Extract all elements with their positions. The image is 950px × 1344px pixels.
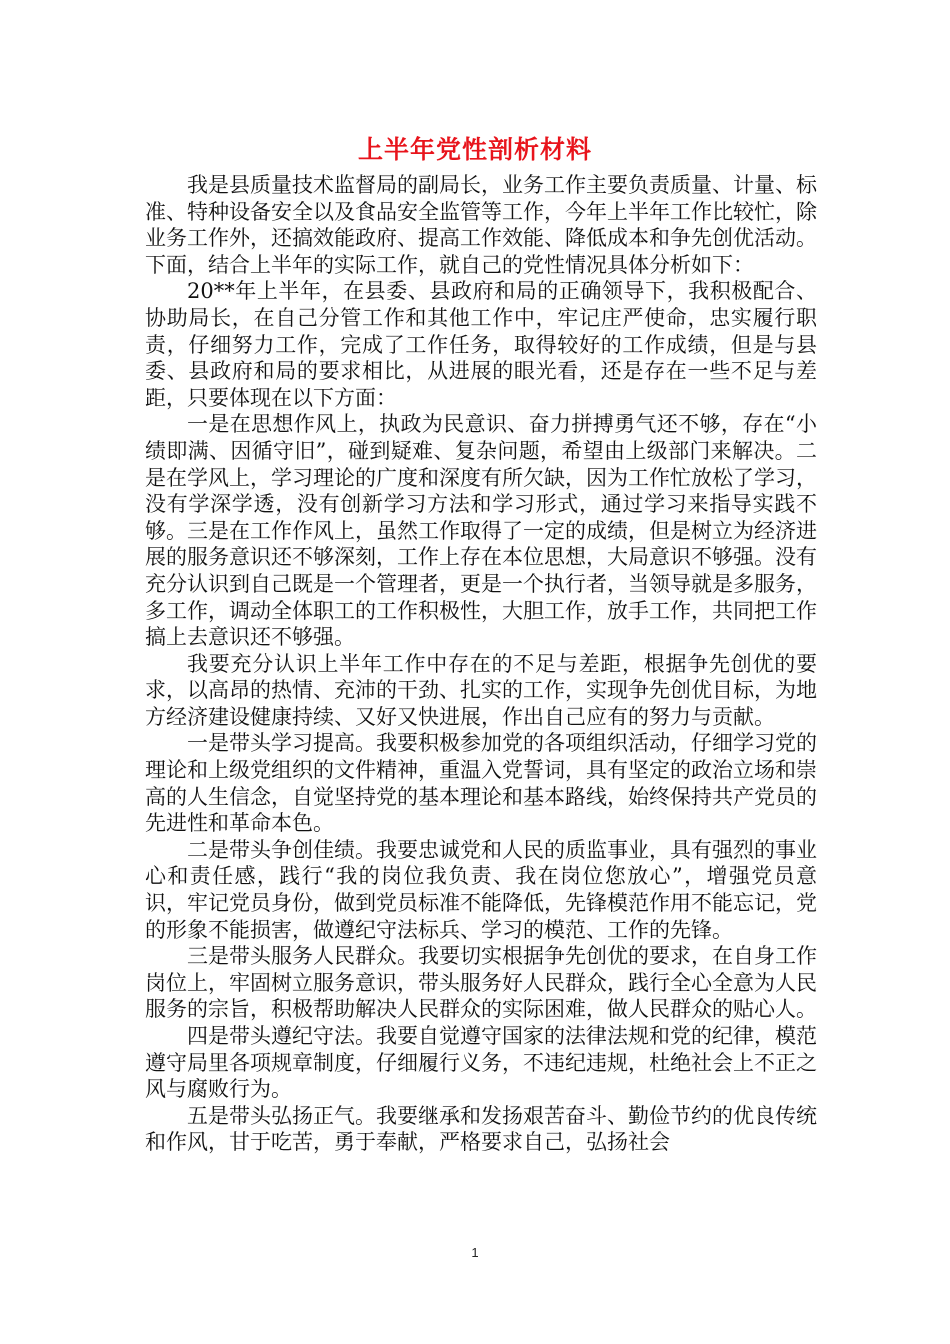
document-title: 上半年党性剖析材料 bbox=[357, 135, 592, 164]
paragraph: 我要充分认识上半年工作中存在的不足与差距，根据争先创优的要求，以高昂的热情、充沛的干劲、扎实的工作，实现争先创优目标，为地方经济建设健康持续、又好又快进展，作出自己应有的努力与贡献。 bbox=[145, 651, 817, 729]
document-body bbox=[145, 172, 817, 1156]
paragraph: 我是县质量技术监督局的副局长，业务工作主要负责质量、计量、标准、特种设备安全以及食品安全监管等工作，今年上半年工作比较忙，除业务工作外，还搞效能政府、提高工作效能、降低成本和争先创优活动。下面，结合上半年的实际工作，就自己的党性情况具体分析如下： bbox=[145, 173, 817, 277]
paragraph: 一是带头学习提高。我要积极参加党的各项组织活动，仔细学习党的理论和上级党组织的文件精神，重温入党誓词，具有坚定的政治立场和崇高的人生信念，自觉坚持党的基本理论和基本路线，始终保持共产党员的先进性和革命本色。 bbox=[145, 731, 817, 836]
paragraph: 20**年上半年，在县委、县政府和局的正确领导下，我积极配合、协助局长，在自己分管工作和其他工作中，牢记庄严使命，忠实履行职责，仔细努力工作，完成了工作任务，取得较好的工作成绩，但是与县委、县政府和局的要求相比，从进展的眼光看，还是存在一些不足与差距，只要体现在以下方面： bbox=[145, 279, 817, 410]
paragraph: 一是在思想作风上，执政为民意识、奋力拼搏勇气还不够，存在“小绩即满、因循守旧”，碰到疑难、复杂问题，希望由上级部门来解决。二是在学风上，学习理论的广度和深度有所欠缺，因为工作忙放松了学习，没有学深学透，没有创新学习方法和学习形式，通过学习来指导实践不够。三是在工作作风上，虽然工作取得了一定的成绩，但是树立为经济进展的服务意识还不够深刻，工作上存在本位思想，大局意识不够强。没有充分认识到自己既是一个管理者，更是一个执行者，当领导就是多服务，多工作，调动全体职工的工作积极性，大胆工作，放手工作，共同把工作搞上去意识还不够强。 bbox=[145, 412, 817, 650]
page-number: 1 bbox=[471, 1245, 479, 1260]
paragraph: 四是带头遵纪守法。我要自觉遵守国家的法律法规和党的纪律，模范遵守局里各项规章制度，仔细履行义务，不违纪违规，杜绝社会上不正之风与腐败行为。 bbox=[145, 1024, 817, 1102]
paragraph: 三是带头服务人民群众。我要切实根据争先创优的要求，在自身工作岗位上，牢固树立服务意识，带头服务好人民群众，践行全心全意为人民服务的宗旨，积极帮助解决人民群众的实际困难，做人民群众的贴心人。 bbox=[145, 944, 817, 1022]
paragraph: 二是带头争创佳绩。我要忠诚党和人民的质监事业，具有强烈的事业心和责任感，践行“我的岗位我负责、我在岗位您放心”，增强党员意识，牢记党员身份，做到党员标准不能降低，先锋模范作用不能忘记，党的形象不能损害，做遵纪守法标兵、学习的模范、工作的先锋。 bbox=[145, 837, 817, 942]
paragraph: 五是带头弘扬正气。我要继承和发扬艰苦奋斗、勤俭节约的优良传统和作风，甘于吃苦，勇于奉献，严格要求自己，弘扬社会 bbox=[145, 1103, 817, 1155]
